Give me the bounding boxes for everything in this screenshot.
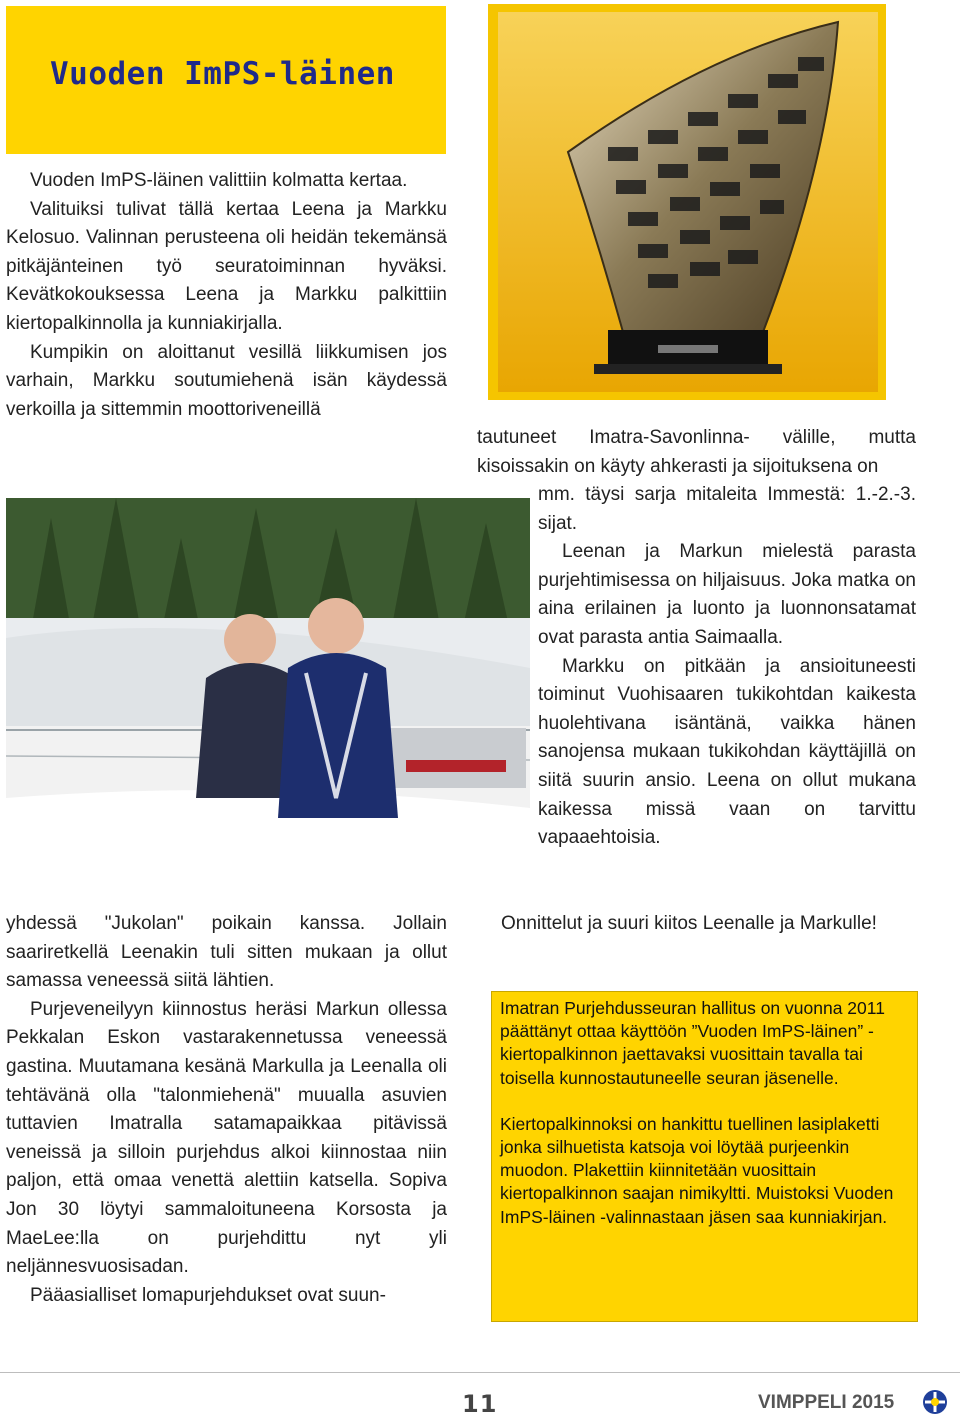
paragraph: Vuoden ImPS-läinen valittiin kolmatta kertaa. [30,170,408,191]
paragraph: Leenan ja Markun mielestä parasta purjehtimisessa on hiljaisuus. Joka matka on aina erilainen ja luonto ja luonnonsatamat ovat parasta antia Saimaalla. [538,541,916,648]
paragraph: Kumpikin on aloittanut vesillä liikkumisen jos varhain, Markku soutumiehenä isän käydessä verkoilla ja sittemmin moottoriveneillä [6,341,447,420]
paragraph: Markku on pitkään ja ansioituneesti toiminut Vuohisaaren tukikohtdan kaikesta huolehtivana isäntänä, vaikka hänen sanojensa mukaan tukikohdan käyttäjillä on siitä suurin ansio. Leena on ollut mukana kaikessa missä vaan on tarvittu vapaaehtoisia. [538,655,916,849]
info-paragraph: Imatran Purjehdusseuran hallitus on vuonna 2011 päättänyt ottaa käyttöön ”Vuoden ImPS-läinen” -kiertopalkinnon jaettavaksi vuosittain tavalla tai toisella kunnostautuneelle seuran jäsenelle. [500,998,885,1088]
article-left-bottom [6,910,447,1310]
paragraph: tautuneet Imatra-Savonlinna- välille, mutta kisoissakin on käyty ahkerasti ja sijoituksena on [477,427,916,477]
paragraph: Pääasialliset lomapurjehdukset ovat suun- [30,1284,386,1306]
article-left-top [6,167,447,424]
trophy-photo [498,12,878,392]
publication-name: VIMPPELI 2015 [758,1392,895,1413]
paragraph: mm. täysi sarja mitaleita Immestä: 1.-2.-3. sijat. [538,484,916,534]
article-right-mid [538,481,916,853]
info-paragraph: Kiertopalkinnoksi on hankittu tuellinen lasiplaketti jonka silhuetista katsoja voi löytää purjeenkin muodon. Plakettiin kiinnitetään vuosittain kiertopalkinnon saajan nimikyltti. Muistoksi Vuoden ImPS-läinen -valinnastaan jäsen saa kunniakirjan. [500,1113,894,1227]
club-logo-icon [922,1389,948,1415]
page-number: 11 [462,1390,498,1418]
page-title: Vuoden ImPS-läinen [50,56,395,92]
info-box-text [500,997,900,1252]
footer-divider [0,1372,960,1373]
article-right-bottom [477,910,916,939]
article-right-top [477,424,916,481]
paragraph: yhdessä "Jukolan" poikain kanssa. Jollain saariretkellä Leenakin tuli sitten mukaan ja ollut samassa veneessä siitä lähtien. [6,913,447,992]
paragraph: Valituiksi tulivat tällä kertaa Leena ja Markku Kelosuo. Valinnan perusteena oli heidän tekemänsä pitkäjänteinen työ seuratoiminnan hyväksi. Kevätkokouksessa Leena ja Markku palkittiin kiertopalkinnolla ja kunniakirjalla. [6,198,447,334]
paragraph: Purjeveneilyyn kiinnostus heräsi Markun ollessa Pekkalan Eskon vastarakennetussa veneessä gastina. Muutamana kesänä Markulla ja Leenalla oli tehtävänä olla "talonmiehenä" muualla asuvien tuttavien Imatralla satamapaikkaa pitävissä veneissä ja silloin purjehdus alkoi kiinnostaa niin paljon, että omaa venettä alettiin katsella. Sopiva Jon 30 löytyi sammaloituneena Korsosta ja MaeLee:lla on purjehdittu nyt yli neljännesvuosisadan. [6,998,447,1278]
couple-on-sailboat-photo [6,498,530,893]
paragraph: Onnittelut ja suuri kiitos Leenalle ja Markulle! [501,913,877,934]
